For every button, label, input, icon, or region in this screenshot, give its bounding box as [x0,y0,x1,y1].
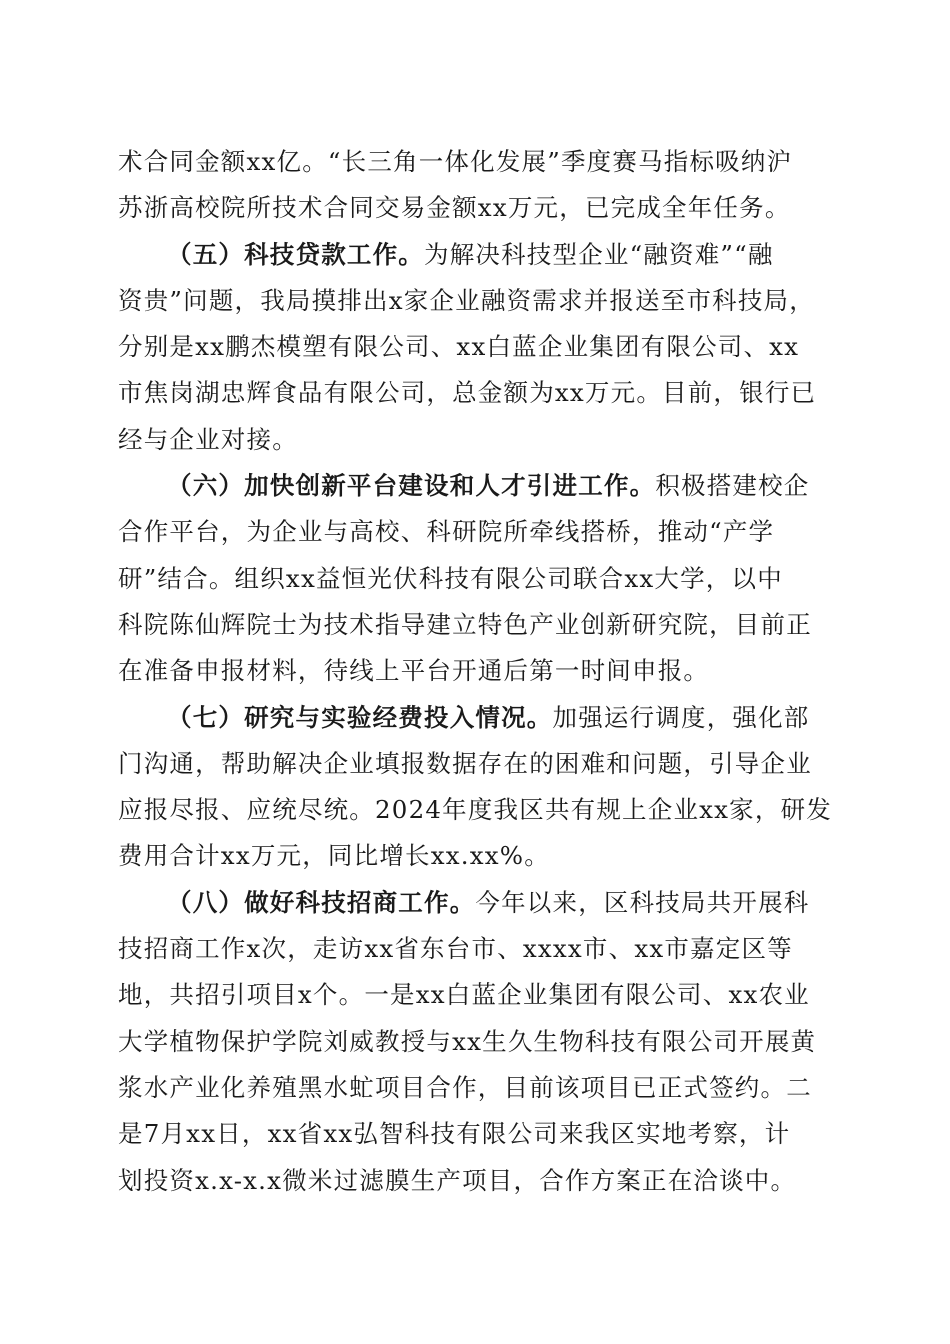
text-line: 技招商工作x次，走访xx省东台市、xxxx市、xx市嘉定区等 [118,934,793,964]
text-line [118,232,830,278]
paragraph-text: 积极搭建校企 [655,471,810,501]
text-line [118,695,830,741]
text-line: 划投资x.x-x.x微米过滤膜生产项目，合作方案正在洽谈中。 [118,1165,797,1195]
paragraph-heading: （五）科技贷款工作。 [167,239,424,269]
text-line: 是7月xx日，xx省xx弘智科技有限公司来我区实地考察，计 [118,1119,791,1149]
text-line: 费用合计xx万元，同比增长xx.xx%。 [118,841,550,871]
text-line: 合作平台，为企业与高校、科研院所牵线搭桥，推动“产学 [118,517,775,547]
paragraph-intro [118,139,830,232]
paragraph-7 [118,695,830,880]
paragraph-text: 为解决科技型企业“融资难”“融 [424,239,774,269]
text-line: 浆水产业化养殖黑水虻项目合作，目前该项目已正式签约。二 [118,1072,812,1102]
text-line: 地，共招引项目x个。一是xx白蓝企业集团有限公司、xx农业 [118,980,810,1010]
text-line: 大学植物保护学院刘威教授与xx生久生物科技有限公司开展黄 [118,1026,817,1056]
text-line: 经与企业对接。 [118,424,298,454]
paragraph-6 [118,463,830,694]
text-line: 科院陈仙辉院士为技术指导建立特色产业创新研究院，目前正 [118,609,812,639]
paragraph-5 [118,232,830,463]
text-line [118,880,830,926]
document-body [118,139,830,1204]
paragraph-heading: （七）研究与实验经费投入情况。 [167,702,553,732]
text-line [118,463,830,509]
paragraph-8 [118,880,830,1204]
text-line: 术合同金额xx亿。“长三角一体化发展”季度赛马指标吸纳沪 [118,147,793,176]
text-line: 在准备申报材料，待线上平台开通后第一时间申报。 [118,656,710,686]
paragraph-text: 加强运行调度，强化部 [552,702,810,732]
text-line: 分别是xx鹏杰模塑有限公司、xx白蓝企业集团有限公司、xx [118,332,800,362]
paragraph-heading: （六）加快创新平台建设和人才引进工作。 [167,471,656,501]
text-line: 苏浙高校院所技术合同交易金额xx万元，已完成全年任务。 [118,193,791,223]
text-line: 应报尽报、应统尽统。2024年度我区共有规上企业xx家，研发 [118,795,832,825]
text-line: 市焦岗湖忠辉食品有限公司，总金额为xx万元。目前，银行已 [118,378,817,408]
text-line: 门沟通，帮助解决企业填报数据存在的困难和问题，引导企业 [118,748,812,778]
paragraph-text: 今年以来，区科技局共开展科 [475,887,810,917]
text-line: 资贵”问题，我局摸排出x家企业融资需求并报送至市科技局， [118,285,815,315]
text-line: 研”结合。组织xx益恒光伏科技有限公司联合xx大学，以中 [118,563,783,593]
paragraph-heading: （八）做好科技招商工作。 [167,887,476,917]
